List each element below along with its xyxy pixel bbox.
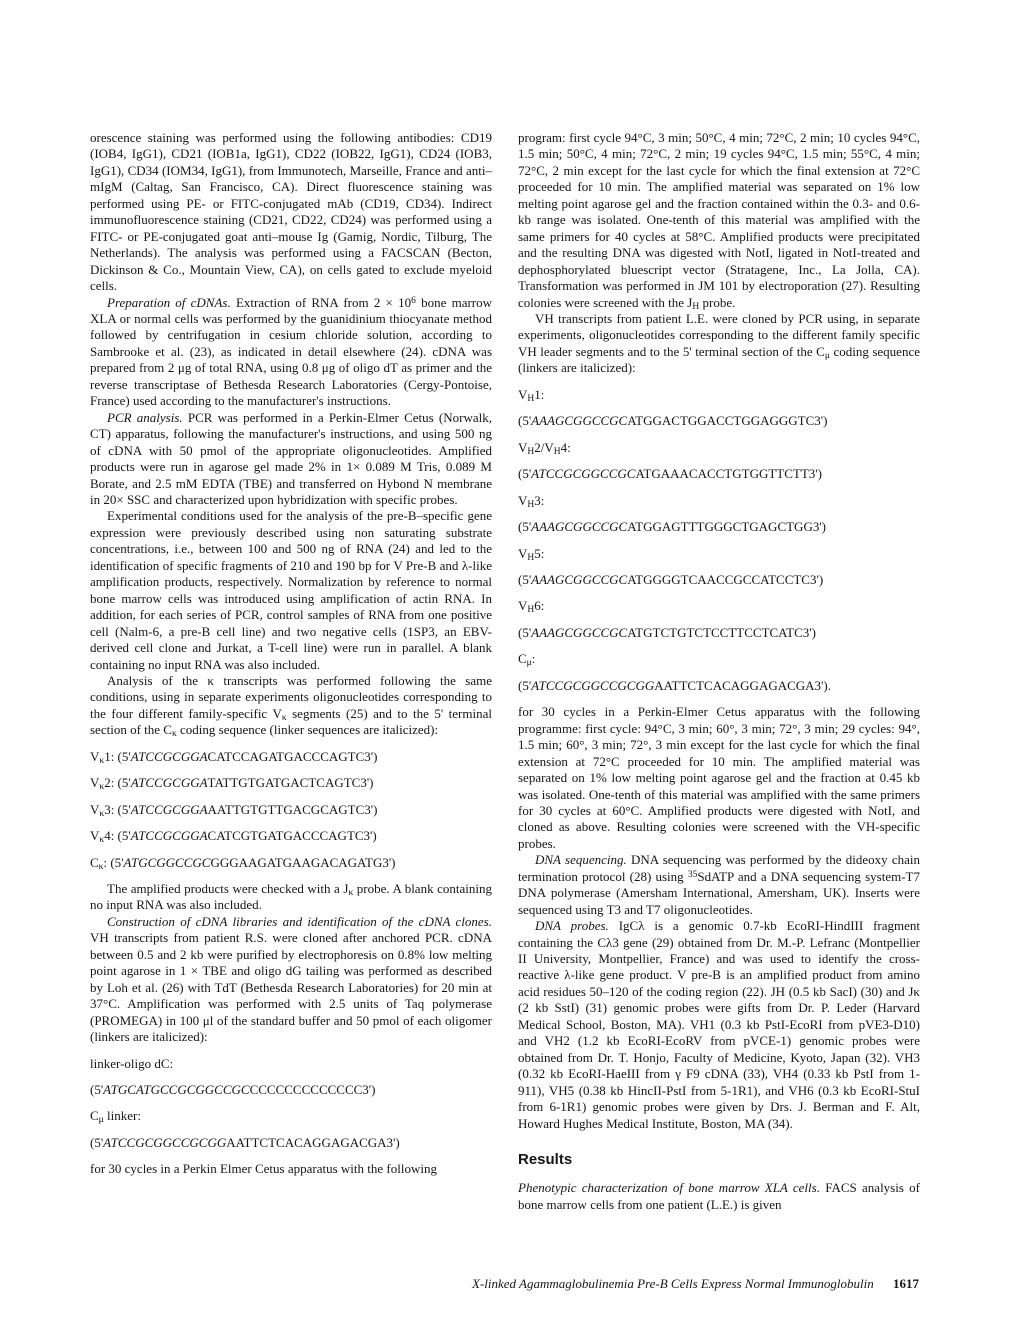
text-run: linker-oligo dC:	[90, 1055, 174, 1071]
superscript: 35	[687, 869, 698, 880]
sequence-line	[518, 519, 920, 535]
text-run: V	[518, 492, 528, 508]
sequence-line	[518, 413, 920, 429]
text-run: Extraction of RNA from 2 × 10	[230, 294, 412, 310]
subscript: H	[527, 499, 535, 510]
text-run: for 30 cycles in a Perkin-Elmer Cetus apparatus with the following programme: first cycle: 94°C, 3 min; 60°, 3 min; 72°, 3 min; 29 cycles: 94°, 1.5 min; 60°, 3 min; 72°, 3 min except for the last cycle for which the final extension at 72°C proceeded for 10 min. The amplified material was separated on 1% low melting point agarose gel and the fraction at 0.45 kb was isolated. One-tenth of this material was amplified with the same primers for 30 cycles at 60°C. Amplified products were digested with NotI, and cloned as above. Resulting colonies were screened with the VH-specific probes.	[518, 704, 920, 851]
text-run: Results	[518, 1151, 573, 1169]
text-run: CATCCAGATGACCCAGTC3')	[207, 748, 378, 764]
italic-run: ATCCGCGGA	[130, 775, 208, 791]
italic-run: ATGCGGCCGC	[123, 854, 211, 870]
text-run: The amplified products were checked with a J	[107, 881, 349, 897]
text-run: (5'	[90, 1082, 104, 1098]
text-run: (5'	[518, 519, 532, 535]
text-run: linker:	[103, 1108, 141, 1124]
page-footer	[472, 1276, 919, 1292]
subscript: μ	[824, 350, 830, 361]
sequence-line	[518, 466, 920, 482]
italic-run: Preparation of cDNAs.	[107, 294, 231, 310]
text-run: coding sequence (linker sequences are italicized):	[176, 722, 439, 738]
sequence-line	[90, 1082, 492, 1098]
italic-run: Phenotypic characterization of bone marrow XLA cells.	[518, 1180, 820, 1196]
sequence-line	[518, 651, 920, 667]
text-run: C	[90, 854, 99, 870]
text-run: Experimental conditions used for the analysis of the pre-B–specific gene expression were previously described using non saturating substrate concentrations, i.e., between 100 and 500 ng of RNA (24) and led to the identification of specific fragments of 210 and 190 bp for V Pre-B and λ-like amplification products, respectively. Normalization by reference to normal bone marrow cells was introduced using amplification of actin RNA. In addition, for each series of PCR, control samples of RNA from one positive cell (Nalm-6, a pre-B cell line) and two negative cells (1SP3, an EBV-derived cell clone and Jurkat, a T-cell line) were run in parallel. A blank containing no input RNA was also included.	[90, 508, 492, 672]
text-run: :	[531, 651, 536, 667]
paragraph	[90, 130, 492, 295]
text-run: 3:	[534, 492, 545, 508]
paragraph	[518, 852, 920, 918]
text-run: V	[90, 775, 100, 791]
italic-run: Construction of cDNA libraries and identification of the cDNA clones.	[107, 913, 492, 929]
sequence-line	[518, 598, 920, 614]
italic-run: PCR analysis.	[107, 409, 183, 425]
text-run: probe.	[699, 294, 736, 310]
text-run: (5'	[518, 677, 532, 693]
text-run: V	[518, 439, 528, 455]
subscript: μ	[526, 658, 532, 669]
text-run: C	[518, 651, 527, 667]
text-run: SdATP and a DNA sequencing system-T7 DNA polymerase (Amersham International, Amersham, UK). Inserts were sequenced using T3 and T7 oligonucleotides.	[518, 868, 920, 917]
running-title: X-linked Agammaglobulinemia Pre-B Cells Express Normal Immunoglobulin	[472, 1276, 874, 1291]
sequence-line	[90, 828, 492, 844]
italic-run: AAAGCGGCCGC	[531, 571, 628, 587]
sequence-line	[518, 546, 920, 562]
text-run: GGGAAGATGAAGACAGATG3')	[210, 854, 396, 870]
text-run: ATGGAGTTTGGGCTGAGCTGG3')	[627, 519, 826, 535]
text-run: bone marrow XLA or normal cells was performed by the guanidinium thiocyanate method followed by centrifugation in cesium chloride solution, according to Sambrooke et al. (23), as indicated in detail elsewhere (24). cDNA was prepared from 2 μg of total RNA, using 0.8 μg of oligo dT as primer and the reverse transcriptase of Bethesda Research Laboratories (Cergy-Pontoise, France) used according to the manufacturer's instructions.	[90, 294, 493, 409]
italic-run: AAAGCGGCCGC	[531, 413, 628, 429]
text-run: 4:	[560, 439, 571, 455]
text-run: 1: (5'	[104, 748, 131, 764]
sequence-line	[518, 440, 920, 456]
italic-run: DNA sequencing.	[535, 852, 627, 868]
paragraph	[90, 508, 492, 673]
text-run: probe. A blank containing no input RNA was also included.	[90, 881, 492, 913]
text-run: orescence staining was performed using the following antibodies: CD19 (IOB4, IgG1), CD21 (IOB1a, IgG1), CD22 (IOB22, IgG1), CD24 (IOB3, IgG1), CD34 (IOM34, IgG1), from Immunotech, Marseille, France and anti–mIgM (Caltag, San Francisco, CA). Direct fluorescence staining was performed using PE- or FITC-conjugated mAb (CD19, CD34). Indirect immunofluorescence staining (CD21, CD22, CD24) was performed using a FITC- or PE-conjugated goat anti–mouse Ig (Gamig, Nordic, Tilburg, The Netherlands). The analysis was performed using a FACSCAN (Becton, Dickinson & Co., Mountain View, CA), on cells gated to exclude myeloid cells.	[90, 130, 492, 294]
subscript: H	[527, 393, 535, 404]
sequence-line	[90, 855, 492, 871]
italic-run: DNA probes.	[535, 918, 609, 934]
text-run: ATGGACTGGACCTGGAGGGTC3')	[627, 413, 828, 429]
subscript: κ	[99, 782, 105, 793]
text-run: V	[518, 386, 528, 402]
text-run: V	[90, 801, 100, 817]
paragraph	[90, 881, 492, 914]
text-run: coding sequence (linkers are italicized):	[518, 343, 920, 376]
text-run: PCR was performed in a Perkin-Elmer Cetus (Norwalk, CT) apparatus, following the manufacturer's instructions, and using 500 ng of cDNA with 50 pmol of the appropriate oligonucleotides. Amplified products were run in agarose gel made 2% in 1× 0.089 M Tris, 0.089 M Borate, and 2.5 mM EDTA (TBE) and transferred on Hybond N membrane in 20× SSC and characterized upon hybridization with specific probes.	[90, 409, 492, 507]
text-run: 2: (5'	[104, 775, 131, 791]
right-column	[518, 130, 920, 1213]
text-run: (5'	[518, 571, 532, 587]
italic-run: AAAGCGGCCGC	[531, 624, 628, 640]
text-run: C	[90, 1108, 99, 1124]
sequence-line	[518, 387, 920, 403]
subscript: κ	[348, 888, 354, 899]
italic-run: ATCCGCGGA	[130, 748, 208, 764]
text-run: 3: (5'	[104, 801, 131, 817]
text-run: 1:	[534, 386, 545, 402]
text-run: CCCCCCCCCCCCC3')	[249, 1082, 376, 1098]
italic-run: AAAGCGGCCGC	[531, 519, 628, 535]
italic-run: ATGCATGCCGCGGCCGC	[103, 1082, 250, 1098]
paragraph	[518, 130, 920, 311]
italic-run: ATCCGCGGA	[130, 801, 208, 817]
text-run: AATTCTCACAGGAGACGA3')	[226, 1134, 400, 1150]
subscript: H	[527, 605, 535, 616]
two-column-text	[90, 130, 920, 1213]
sequence-line	[518, 493, 920, 509]
text-run: (5'	[518, 624, 532, 640]
text-run: 6:	[534, 598, 545, 614]
paragraph	[90, 410, 492, 509]
page-number: 1617	[893, 1276, 919, 1291]
text-run: TATTGTGATGACTCAGTC3')	[207, 775, 374, 791]
paragraph	[518, 311, 920, 377]
italic-run: ATCCGCGGCCGC	[531, 466, 636, 482]
text-run: AATTCTCACAGGAGACGA3').	[654, 677, 831, 693]
text-run: VH transcripts from patient R.S. were cloned after anchored PCR. cDNA between 0.5 and 2 kb were purified by electrophoresis on 0.8% low melting point agarose in 1 × TBE and oligo dG tailing was performed as described by Loh et al. (26) with TdT (Bethesda Research Laboratories) for 20 min at 37°C. Amplification was performed with 2.5 units of Taq polymerase (PROMEGA) in 100 μl of the standard buffer and 50 pmol of each oligomer (linkers are italicized):	[90, 930, 492, 1045]
sequence-line	[518, 625, 920, 641]
subscript: H	[527, 552, 535, 563]
text-run: CATCGTGATGACCCAGTC3')	[207, 828, 377, 844]
subscript: κ	[171, 729, 177, 740]
text-run: program: first cycle 94°C, 3 min; 50°C, 4 min; 72°C, 2 min; 10 cycles 94°C, 1.5 min; 50°C, 4 min; 72°C, 2 min; 19 cycles 94°C, 1.5 min; 55°C, 4 min; 72°C, 2 min except for the last cycle for which the final extension at 72°C proceeded for 10 min. The amplified material was separated on 1% low melting point agarose gel and the fraction contained within the 0.3- and 0.6-kb range was isolated. One-tenth of this material was amplified with the same primers for 40 cycles at 58°C. Amplified products were precipitated and the resulting DNA was digested with NotI, ligated in NotI-treated and dephosphorylated bluescript vector (Stratagene, Inc., La Jolla, CA). Transformation was performed in JM 101 by electroporation (27). Resulting colonies were screened with the J	[518, 130, 920, 310]
text-run: (5'	[90, 1134, 104, 1150]
subscript: H	[527, 446, 535, 457]
sequence-line	[518, 572, 920, 588]
text-run: DNA sequencing was performed by the dideoxy chain termination protocol (28) using	[518, 852, 921, 884]
italic-run: ATCCGCGGA	[130, 828, 208, 844]
superscript: 6	[411, 295, 416, 306]
text-run: V	[518, 545, 528, 561]
text-run: AATTGTGTTGACGCAGTC3')	[207, 801, 378, 817]
paragraph	[518, 918, 920, 1132]
sequence-line	[90, 775, 492, 791]
paragraph	[90, 914, 492, 1046]
text-run: V	[518, 598, 528, 614]
sequence-line	[90, 1108, 492, 1124]
paragraph	[90, 295, 492, 410]
sequence-line	[90, 802, 492, 818]
italic-run: ATCCGCGGCCGCGG	[531, 677, 655, 693]
subscript: κ	[99, 808, 105, 819]
text-run: ATGTCTGTCTCCTTCCTCATC3')	[627, 624, 816, 640]
text-run: FACS analysis of bone marrow cells from one patient (L.E.) is given	[518, 1180, 920, 1212]
results-heading	[518, 1152, 920, 1168]
subscript: κ	[98, 861, 104, 872]
paragraph	[518, 1180, 920, 1213]
text-run: segments (25) and to the 5' terminal section of the C	[90, 705, 492, 738]
text-run: IgCλ is a genomic 0.7-kb EcoRI-HindIII fragment containing the Cλ3 gene (29) obtained from Dr. M.-P. Lefranc (Montpellier II University, Montpellier, France) and was used to identify the cross-reactive λ-like gene product. V pre-B is an amplified product from amino acid residues 50–120 of the coding region (22). JH (0.5 kb SacI) (30) and Jκ (2 kb SstI) (31) genomic probes were gifts from Dr. P. Leder (Harvard Medical School, Boston, MA). VH1 (0.3 kb PstI-EcoRI from pVE3-D10) and VH2 (1.2 kb EcoRI-EcoRV from pVCE-1) genomic probes were obtained from Dr. T. Honjo, Faculty of Medicine, Kyoto, Japan (32). VH3 (0.32 kb EcoRI-HaeIII from γ F9 cDNA (33), VH4 (0.33 kb PstI from 1-911), VH5 (0.38 kb HincII-PstI from 5-1R1), and VH6 (0.3 kb EcoRI-StuI from 6-1R1) genomic probes were given by Drs. J. Berman and F. Alt, Howard Hughes Medical Institute, Boston, MA (34).	[518, 918, 921, 1131]
sequence-line	[518, 678, 920, 694]
text-run: for 30 cycles in a Perkin Elmer Cetus apparatus with the following	[90, 1161, 437, 1177]
text-run: Analysis of the κ transcripts was performed following the same conditions, using in separate experiments oligonucleotides corresponding to the four different family-specific V	[90, 672, 492, 721]
text-run: 2/V	[534, 439, 554, 455]
text-run: V	[90, 828, 100, 844]
left-column	[90, 130, 492, 1213]
text-run: : (5'	[103, 854, 124, 870]
text-run: ATGAAACACCTGTGGTTCTT3')	[635, 466, 822, 482]
paragraph	[90, 1161, 492, 1177]
text-run: VH transcripts from patient L.E. were cloned by PCR using, in separate experiments, oligonucleotides corresponding to the different family specific VH leader segments and to the 5' terminal section of the C	[518, 310, 920, 359]
text-run: (5'	[518, 466, 532, 482]
subscript: κ	[99, 835, 105, 846]
text-run: 5:	[534, 545, 545, 561]
paragraph	[518, 704, 920, 852]
text-run: V	[90, 748, 100, 764]
subscript: κ	[281, 712, 287, 723]
paragraph	[90, 673, 492, 739]
italic-run: ATCCGCGGCCGCGG	[103, 1134, 227, 1150]
sequence-line	[90, 1056, 492, 1072]
subscript: H	[553, 446, 561, 457]
text-run: 4: (5'	[104, 828, 131, 844]
sequence-line	[90, 1135, 492, 1151]
sequence-line	[90, 749, 492, 765]
text-run: (5'	[518, 413, 532, 429]
subscript: μ	[98, 1115, 104, 1126]
subscript: H	[692, 301, 700, 312]
text-run: ATGGGGTCAACCGCCATCCTC3')	[627, 571, 824, 587]
subscript: κ	[99, 755, 105, 766]
